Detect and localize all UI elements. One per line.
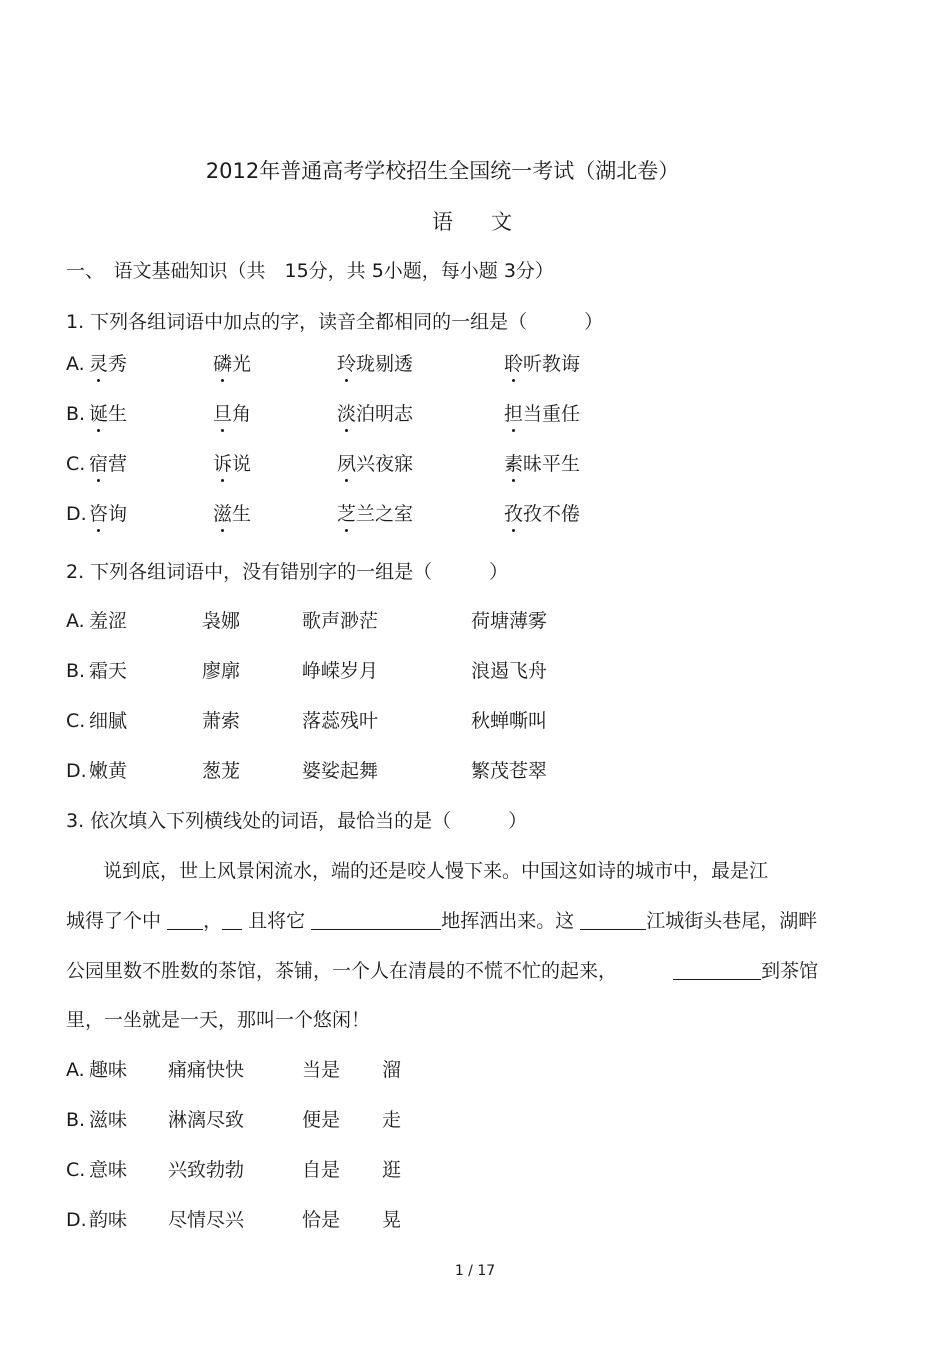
emphasis-dot-char: 旦 xyxy=(213,403,233,425)
q2-option-label: C. xyxy=(66,710,86,732)
emphasis-dot-char: 磷 xyxy=(213,353,233,375)
q3-option-word: 当是 xyxy=(302,1059,341,1081)
subject-title: 语文 xyxy=(432,210,550,234)
q2-option-label: A. xyxy=(66,610,85,632)
word-rest: 听教诲 xyxy=(523,353,581,375)
q2-option-label: B. xyxy=(66,660,86,682)
word-rest: 生 xyxy=(108,403,128,425)
section-heading: 一、 语文基础知识（共 15分，共 5小题，每小题 3分） xyxy=(66,260,554,282)
emphasis-dot-char: 担 xyxy=(504,403,524,425)
q2-option-word: 歌声渺茫 xyxy=(302,610,379,632)
q3-option-word: 便是 xyxy=(302,1109,341,1131)
page-number: 1 / 17 xyxy=(454,1263,496,1279)
q1-option-word xyxy=(337,355,413,374)
q1-option-label: B. xyxy=(66,403,86,425)
q2-option-word: 秋蝉嘶叫 xyxy=(471,710,548,732)
emphasis-dot-char: 芝 xyxy=(337,503,357,525)
q3-option-word: 痛痛快快 xyxy=(168,1059,245,1081)
q3-text: 到茶馆 xyxy=(761,960,819,982)
q3-option-word: 尽情尽兴 xyxy=(168,1209,245,1231)
q3-text: 公园里数不胜数的茶馆，茶铺，一个人在清晨的不慌不忙的起来， xyxy=(66,960,618,982)
q1-stem: 1. 下列各组词语中加点的字，读音全都相同的一组是（ ） xyxy=(66,311,604,333)
q1-option-label: D. xyxy=(66,503,87,525)
q3-option-word: 走 xyxy=(382,1109,402,1131)
q3-passage-line-3 xyxy=(66,961,818,981)
q3-option-word: 意味 xyxy=(89,1159,128,1181)
q2-option-word: 浪遏飞舟 xyxy=(471,660,548,682)
q3-option-word: 滋味 xyxy=(89,1109,128,1131)
word-rest: 营 xyxy=(108,453,128,475)
word-rest: 光 xyxy=(232,353,252,375)
q2-option-word: 繁茂苍翠 xyxy=(471,760,548,782)
q3-option-word: 晃 xyxy=(382,1209,402,1231)
q3-stem: 3. 依次填入下列横线处的词语，最恰当的是（ ） xyxy=(66,810,528,832)
q3-option-word: 恰是 xyxy=(302,1209,341,1231)
q2-option-word: 荷塘薄雾 xyxy=(471,610,548,632)
word-rest: 昧平生 xyxy=(523,453,581,475)
q1-option-word xyxy=(89,505,127,524)
q2-option-word: 霜天 xyxy=(89,660,128,682)
emphasis-dot-char: 诉 xyxy=(213,453,233,475)
q1-option-word xyxy=(337,405,413,424)
word-rest: 生 xyxy=(232,503,252,525)
emphasis-dot-char: 宿 xyxy=(89,453,109,475)
emphasis-dot-char: 滋 xyxy=(213,503,233,525)
q3-option-label: B. xyxy=(66,1109,86,1131)
q3-blank-2 xyxy=(311,911,441,930)
q3-option-word: 逛 xyxy=(382,1159,402,1181)
word-rest: 当重任 xyxy=(523,403,581,425)
word-rest: 秀 xyxy=(108,353,128,375)
q2-option-word: 廖廓 xyxy=(202,660,241,682)
q2-option-word: 婆娑起舞 xyxy=(302,760,379,782)
emphasis-dot-char: 聆 xyxy=(504,353,524,375)
q1-option-word xyxy=(89,455,127,474)
q1-option-word xyxy=(337,455,413,474)
q2-option-word: 袅娜 xyxy=(202,610,241,632)
q1-option-word xyxy=(504,355,580,374)
word-rest: 孜不倦 xyxy=(523,503,581,525)
q2-option-word: 嫩黄 xyxy=(89,760,128,782)
q3-option-word: 淋漓尽致 xyxy=(168,1109,245,1131)
q3-text: 城得了个中 xyxy=(66,910,162,932)
emphasis-dot-char: 孜 xyxy=(504,503,524,525)
word-rest: 说 xyxy=(232,453,252,475)
q3-blank-3 xyxy=(580,911,646,930)
word-rest: 角 xyxy=(232,403,252,425)
q1-option-word xyxy=(213,355,251,374)
q3-option-label: D. xyxy=(66,1209,87,1231)
q3-text: 江城街头巷尾，湖畔 xyxy=(646,910,818,932)
q1-option-label: C. xyxy=(66,453,86,475)
q1-option-word xyxy=(213,505,251,524)
word-rest: 兴夜寐 xyxy=(356,453,414,475)
emphasis-dot-char: 灵 xyxy=(89,353,109,375)
q3-option-word: 趣味 xyxy=(89,1059,128,1081)
q3-option-word: 溜 xyxy=(382,1059,402,1081)
word-rest: 询 xyxy=(108,503,128,525)
q3-option-word: 兴致勃勃 xyxy=(168,1159,245,1181)
q3-option-label: A. xyxy=(66,1059,85,1081)
q1-option-word xyxy=(504,455,580,474)
q2-option-word: 葱茏 xyxy=(202,760,241,782)
q1-option-word xyxy=(89,405,127,424)
q3-blank-1 xyxy=(167,911,203,930)
q1-option-word xyxy=(213,455,251,474)
emphasis-dot-char: 咨 xyxy=(89,503,109,525)
q3-passage-line-1: 说到底，世上风景闲流水，端的还是咬人慢下来。中国这如诗的城市中，最是江 xyxy=(103,860,769,882)
word-rest: 泊明志 xyxy=(356,403,414,425)
word-rest: 兰之室 xyxy=(356,503,414,525)
q3-text: 且将它 xyxy=(248,910,306,932)
emphasis-dot-char: 素 xyxy=(504,453,524,475)
q1-option-word xyxy=(89,355,127,374)
q3-option-word: 韵味 xyxy=(89,1209,128,1231)
q1-option-word xyxy=(504,505,580,524)
q3-option-label: C. xyxy=(66,1159,86,1181)
q2-stem: 2. 下列各组词语中，没有错别字的一组是（ ） xyxy=(66,561,509,583)
q3-blank-1b xyxy=(222,911,242,930)
q3-text: ， xyxy=(203,910,223,932)
q1-option-word xyxy=(337,505,413,524)
emphasis-dot-char: 淡 xyxy=(337,403,357,425)
q2-option-word: 峥嵘岁月 xyxy=(302,660,379,682)
q2-option-word: 萧索 xyxy=(202,710,241,732)
q3-passage-line-4: 里，一坐就是一天，那叫一个悠闲！ xyxy=(66,1009,371,1031)
q1-option-label: A. xyxy=(66,353,85,375)
q2-option-label: D. xyxy=(66,760,87,782)
emphasis-dot-char: 诞 xyxy=(89,403,109,425)
word-rest: 珑剔透 xyxy=(356,353,414,375)
q1-option-word xyxy=(504,405,580,424)
q2-option-word: 羞涩 xyxy=(89,610,128,632)
q2-option-word: 细腻 xyxy=(89,710,128,732)
q2-option-word: 落蕊残叶 xyxy=(302,710,379,732)
q1-option-word xyxy=(213,405,251,424)
q3-option-word: 自是 xyxy=(302,1159,341,1181)
emphasis-dot-char: 夙 xyxy=(337,453,357,475)
q3-blank-4 xyxy=(673,961,761,980)
q3-text: 地挥洒出来。这 xyxy=(441,910,575,932)
exam-title: 2012年普通高考学校招生全国统一考试（湖北卷） xyxy=(205,159,680,183)
emphasis-dot-char: 玲 xyxy=(337,353,357,375)
q3-passage-line-2 xyxy=(66,911,817,931)
